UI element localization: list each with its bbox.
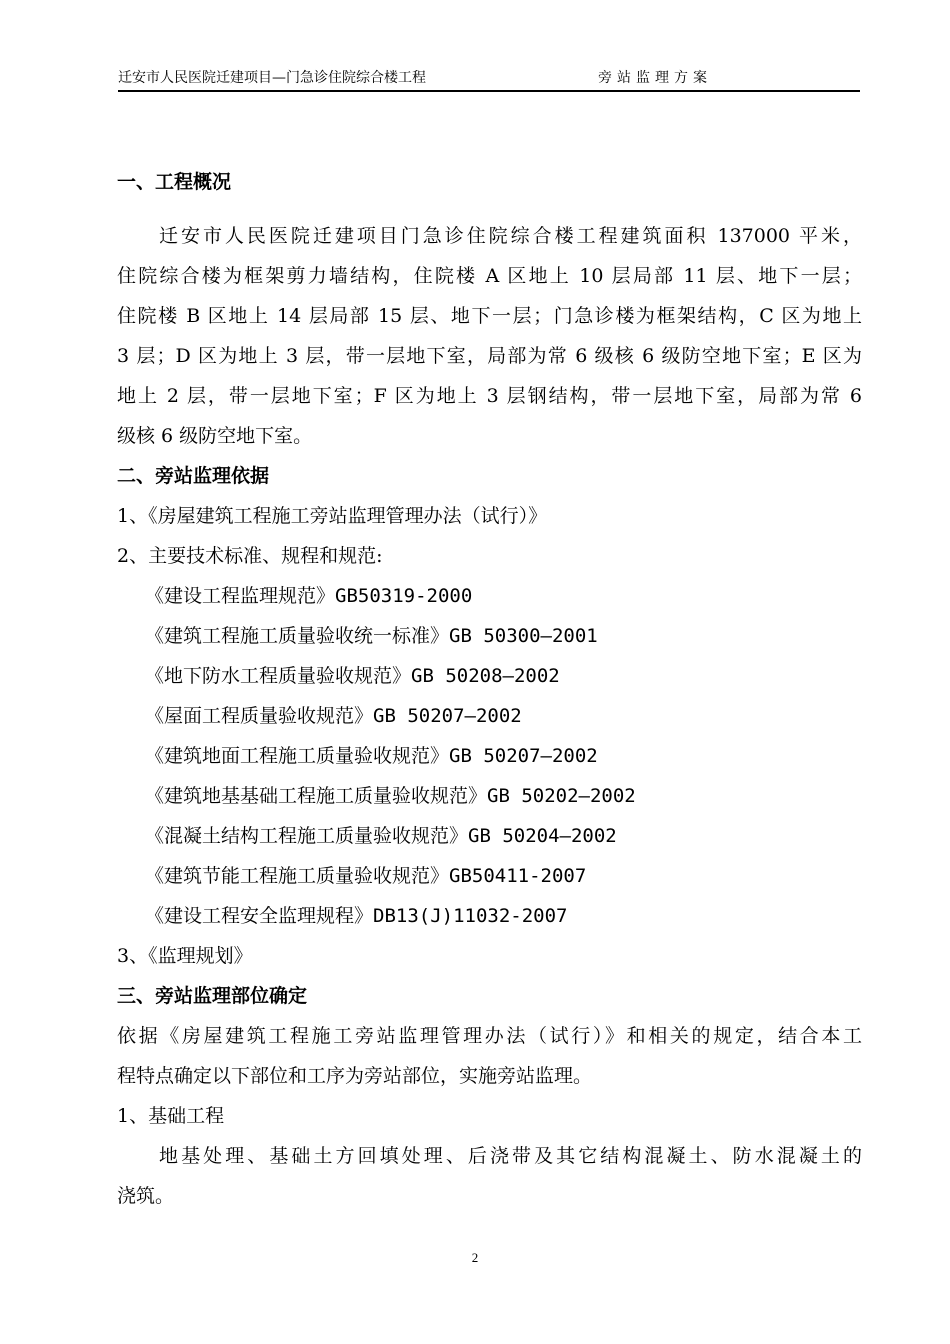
paragraph-line: 程特点确定以下部位和工序为旁站部位，实施旁站监理。 [117, 1065, 593, 1087]
standard-item: 《建筑地面工程施工质量验收规范》GB 50207—2002 [145, 745, 598, 767]
subsection-heading: 1、基础工程 [117, 1105, 225, 1127]
section-heading-positions: 三、旁站监理部位确定 [117, 985, 308, 1007]
paragraph-line: 依据《房屋建筑工程施工旁站监理管理办法（试行）》和相关的规定，结合本工 [117, 1025, 862, 1047]
header-doc-title: 旁站监理方案 [598, 70, 712, 86]
paragraph-line: 级核 6 级防空地下室。 [117, 425, 313, 447]
standard-item: 《建筑工程施工质量验收统一标准》GB 50300—2001 [145, 625, 598, 647]
standard-item: 《建设工程监理规范》GB50319-2000 [145, 585, 473, 607]
paragraph-line: 3 层；D 区为地上 3 层，带一层地下室，局部为常 6 级核 6 级防空地下室；E 区为 [117, 345, 862, 367]
paragraph-line: 迁安市人民医院迁建项目门急诊住院综合楼工程建筑面积 137000 平米， [159, 225, 862, 247]
standard-item: 《建筑地基基础工程施工质量验收规范》GB 50202—2002 [145, 785, 636, 807]
paragraph-line: 住院综合楼为框架剪力墙结构，住院楼 A 区地上 10 层局部 11 层、地下一层； [117, 265, 862, 287]
list-item: 3、《监理规划》 [117, 945, 253, 967]
standard-item: 《混凝土结构工程施工质量验收规范》GB 50204—2002 [145, 825, 617, 847]
paragraph-line: 地基处理、基础土方回填处理、后浇带及其它结构混凝土、防水混凝土的 [159, 1145, 862, 1167]
standard-item: 《建设工程安全监理规程》DB13(J)11032-2007 [145, 905, 568, 927]
list-item: 1、《房屋建筑工程施工旁站监理管理办法（试行）》 [117, 505, 548, 527]
page-number: 2 [471, 1250, 479, 1265]
standard-item: 《屋面工程质量验收规范》GB 50207—2002 [145, 705, 522, 727]
standard-item: 《地下防水工程质量验收规范》GB 50208—2002 [145, 665, 560, 687]
section-heading-overview: 一、工程概况 [117, 171, 232, 193]
section-heading-basis: 二、旁站监理依据 [117, 465, 270, 487]
list-item: 2、主要技术标准、规程和规范: [117, 545, 383, 567]
standard-item: 《建筑节能工程施工质量验收规范》GB50411-2007 [145, 865, 587, 887]
page-header [118, 68, 860, 92]
paragraph-line: 住院楼 B 区地上 14 层局部 15 层、地下一层；门急诊楼为框架结构，C 区为地上 [117, 305, 862, 327]
paragraph-line: 地上 2 层，带一层地下室；F 区为地上 3 层钢结构，带一层地下室，局部为常 6 [117, 385, 862, 407]
paragraph-line: 浇筑。 [117, 1185, 175, 1207]
header-project-title: 迁安市人民医院迁建项目—门急诊住院综合楼工程 [118, 70, 426, 86]
